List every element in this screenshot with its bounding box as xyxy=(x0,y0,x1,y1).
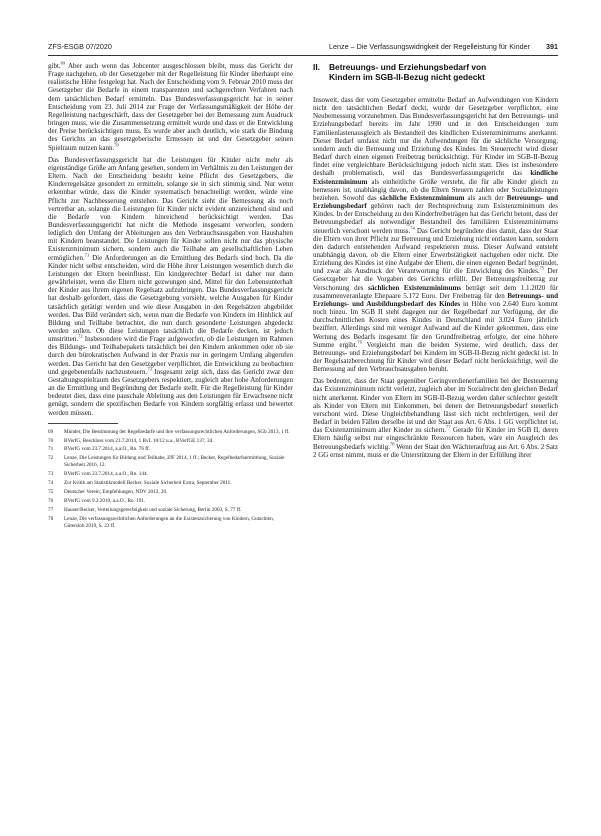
emphasis-text: Betreuungs- und Erziehungs- und Ausbildungsbedarf des Kindes xyxy=(313,291,558,308)
footnote-rule xyxy=(48,423,118,424)
footnote-ref: 70 xyxy=(114,142,119,148)
text-run: Insoweit, dass der vom Gesetzgeber ermittelte Bedarf an Aufwendungen von Kindern nicht den tatsächlichen Bedarf deckt, wurde der Gesetzgeber verpflichtet, eine Neubemessung vorzunehmen. Das Bundesverfassungsgericht hat den Betreuungs- und Erziehungsbedarf bereits im Jahr 1990 und in den Entscheidungen zum Familienlastenausgleich als Bestandteil des kindlichen Existenzminimums anerkannt. Dieser Bedarf umfasst nicht nur die Aufwendungen für die sächliche Versorgung, sondern auch die Betreuung und Erziehung des Kindes. Im Steuerrecht wird dieser Bedarf durch einen eigenen Freibetrag berücksichtigt. Für Kinder im SGB-II-Bezug findet eine vergleichbare Berücksichtigung jedoch nicht statt. Dies ist insbesondere deshalb problematisch, weil das Bundesverfassungsgericht das xyxy=(313,96,558,178)
footnote xyxy=(48,446,293,453)
footnote-number: 69 xyxy=(48,428,54,435)
emphasis-text: kindliche Existenzminimum xyxy=(313,169,558,186)
text-run: Die Anforderungen an die Ermittlung des Bedarfs sind hoch. Da die Kinder nicht selbst entscheiden, wird die Höhe ihrer Leistungen wesentlich durch die Leistungen der Eltern beeinflusst. Ein kindgerechter Bedarf ist daher nur dann gewährleistet, wenn die Eltern nicht gezwungen sind, Mittel für den Lebensunterhalt der Kinder aus ihrem eigenen Regelsatz aufzubringen. Das Bundesverfassungsgericht hat deshalb gefordert, dass die Gesetzgebung vorsieht, welche Ausgaben für Kinder tatsächlich getätigt werden und wie diese Ausgaben in den Regelsätzen abgebildet werden. Das Bild verändert sich, wenn man die Bedarfe von Kindern im Hinblick auf Bildung und Teilhabe betrachtet, die nun durch gesonderte Leistungen abgedeckt werden sollen. Ob diese Leistungen tatsächlich die Bedarfe decken, ist jedoch umstritten. xyxy=(48,253,293,344)
body-paragraph xyxy=(313,96,558,373)
text-run: beträgt seit dem 1.1.2020 für zusammenveranlagte Ehepaare 5.172 Euro. Der Freibetrag für den xyxy=(313,283,558,300)
text-run: Das Gericht begründete dies damit, dass der Staat die Eltern von ihrer Pflicht zur Betreuung und Erziehung nicht entlasten kann, sondern den dadurch entstehenden Aufwand respektieren muss. Dieser Aufwand entsteht unabhängig davon, ob die Eltern einer Erwerbstätigkeit nachgehen oder nicht. Die Erziehung des Kindes ist eine Aufgabe der Eltern, die einen eigenen Bedarf begründet, und zwar als Ausdruck der Verantwortung für die Entwicklung des Kindes. xyxy=(313,226,558,276)
body-paragraph xyxy=(48,62,293,152)
footnote-ref: 78 xyxy=(390,441,395,447)
footnote-text: Münder, Die Bestimmung der Regelbedarfe und ihre verfassungsrechtlichen Anforderungen, SGb 2013, 1 ff. xyxy=(64,428,290,435)
emphasis-text: sächlichen Existenzminimums xyxy=(368,283,462,292)
footnote xyxy=(48,471,293,478)
text-run: Insbesondere wird die Frage aufgeworfen, ob die Leistungen im Rahmen des Bildungs- und Teilhabepakets tatsächlich bei den Kindern ankommen oder ob sie durch den bürokratischen Aufwand in der Praxis nur in geringem Umfang abgerufen werden. Das Gericht hat den Gesetzgeber verpflichtet, die Entwicklung zu beobachten und gegebenenfalls nachzusteuern. xyxy=(48,335,293,376)
text-run: Wenn der Staat den Wächterauftrag aus Art. 6 Abs. 2 Satz 2 GG ernst nimmt, muss er die Unterstützung der Eltern in der Erfüllung ihrer xyxy=(313,442,559,459)
text-run: Aber auch wenn das Jobcenter ausgeschlossen bleibt, muss das Gericht der Frage nachgehen, ob der Gesetzgeber mit der Regelleistung für Kinder überhaupt eine realistische Höhe festgelegt hat. Nach der Entscheidung vom 9. Februar 2010 muss der Gesetzgeber die Bedarfe in einem transparenten und sachgerechten Verfahren nach dem tatsächlichen Bedarf ermitteln. Das Bundesverfassungsgericht hat in seiner Entscheidung vom 23. Juli 2014 zur Frage der Verfassungsmäßigkeit der Höhe der Regelleistung nachgeschärft, dass der Gesetzgeber bei der Bemessung zum Ausdruck bringen muss, wie die Zusammensetzung ermittelt wurde und dass er die Entwicklung der Preise berücksichtigen muss. Es wurde aber auch deutlich, wie stark die Bindung des Gerichts an das gesetzgeberische Ermessen ist und der Gesetzgeber seinen Spielraum nutzen kann. xyxy=(48,62,293,152)
section-heading xyxy=(313,62,558,82)
text-run: als auch der xyxy=(464,193,507,202)
footnote-text: Lenze, Die Leistungen für Bildung und Teilhabe, ZfF 2014, 1 ff.; Becker, Regelbedarfsermittlung, Soziale Sicherheit 2016, 12. xyxy=(64,455,285,469)
footnote-number: 71 xyxy=(48,446,54,453)
text-run: gibt. xyxy=(48,62,61,70)
journal-citation: ZFS-ESGB 07/2020 xyxy=(48,42,112,51)
body-paragraph xyxy=(313,377,558,459)
footnote xyxy=(48,455,293,468)
footnote-number: 78 xyxy=(48,515,54,522)
footnote-number: 74 xyxy=(48,480,54,487)
footnote-ref: 72 xyxy=(78,333,83,339)
footnote-number: 75 xyxy=(48,489,54,496)
text-run: Insgesamt zeigt sich, dass das Gericht zwar den Gestaltungsspielraum des Gesetzgebers respektiert, zugleich aber hohe Anforderungen an die Ermittlung und Begründung der Bedarfe stellt. Für die Regelleistung für Kinder bedeutet dies, dass eine pauschale Ableitung aus den Leistungen für Erwachsene nicht genügt, sondern die spezifischen Bedarfe von Kindern sorgfältig erfasst und bewertet werden müssen. xyxy=(48,367,293,417)
footnote-number: 76 xyxy=(48,498,54,504)
footnote-ref: 69 xyxy=(60,60,66,66)
text-run: Das bedeutet, dass der Staat gegenüber Geringverdienerfamilien bei der Besteuerung das Existenzminimum nicht verletzt, zugleich aber im Sozialrecht den gleichen Bedarf nicht anerkennt. Kinder von Eltern im SGB-II-Bezug werden daher schlechter gestellt als Kinder von Eltern mit Einkommen, bei denen der Betreuungsbedarf steuerlich verschont wird. Diese Ungleichbehandlung lässt sich nicht rechtfertigen, weil der Bedarf in beiden Fällen derselbe ist und der Staat aus Art. 6 Abs. 1 GG verpflichtet ist, das Existenzminimum aller Kinder zu sichern. xyxy=(313,377,558,435)
footnote-text: Deutscher Verein, Empfehlungen, NDV 2013, 20. xyxy=(64,489,168,496)
footnote-text: Hauser/Becker, Verteilungsgerechtigkeit und soziale Sicherung, Berlin 2003, S. 77 ff. xyxy=(64,506,242,513)
emphasis-text: sächliche Existenzminimum xyxy=(379,193,465,202)
emphasis-text: Betreuungs- und Erziehungsbedarf xyxy=(313,193,558,211)
right-column xyxy=(313,62,558,463)
running-header xyxy=(48,42,558,54)
footnote-text: Zur Kritik am Statistikmodell Becker, Soziale Sicherheit Extra, September 2011. xyxy=(64,480,232,487)
running-title: Lenze – Die Verfassungswidrigkeit der Regelleistung für Kinder xyxy=(329,42,530,51)
text-run: Der Gesetzgeber hat die Vorgaben des Gerichts erfüllt. Der Betreuungsfreibetrag zur Verschonung des xyxy=(313,267,558,292)
text-run: Vergleicht man die beiden Systeme, wird deutlich, dass der Betreuungs- und Erziehungsbedarf bei Kindern im SGB-II-Bezug nicht gedeckt ist. In der Regelsatzberechnung für Kinder wird dieser Bedarf nicht berücksichtigt, weil die Bemessung auf den Verbrauchsausgaben beruht. xyxy=(313,340,558,374)
left-column-body xyxy=(48,62,293,417)
footnote-number: 73 xyxy=(48,471,54,478)
footnote-number: 70 xyxy=(48,437,54,444)
page-number: 391 xyxy=(546,42,558,51)
text-run: gehören nach der Rechtsprechung zum Existenzminimum des Kindes. In der Entscheidung zu den Kinderfreibeträgen hat das Gericht betont, dass der Betreuungsbedarf als notwendiger Bestandteil des familiären Existenzminimums steuerlich verschont werden muss. xyxy=(313,202,558,235)
footnote-ref: 74 xyxy=(410,225,415,231)
footnote-ref: 77 xyxy=(446,424,451,430)
text-run: Gerade für Kinder im SGB II, deren Eltern häufig selbst nur eingeschränkte Ressourcen haben, wäre ein Ausgleich des Betreuungsbedarfs wichtig. xyxy=(313,426,558,451)
footnote-text: BVerfG vom 23.7.2014, a.a.O., Rn. 76 ff. xyxy=(64,446,150,453)
text-run: Das Bundesverfassungsgericht hat die Leistungen für Kinder nicht mehr als eigenständige Größe am Anfang gesehen, sondern im Verhältnis zu den Leistungen der Eltern. Nach der Entscheidung besteht keine Pflicht des Gesetzgebers, die Kinderregelsätze gesondert zu ermitteln, solange sie in sich stimmig sind. Nur wenn erkennbar würde, dass die Kinder systematisch benachteiligt werden, würde eine Pflicht zur Nachbesserung entstehen. Das Gericht sieht die Bemessung als noch vertretbar an, solange die Leistungen für Kinder nicht evident unzureichend sind und die Bedarfe von Kindern hinreichend berücksichtigt werden. Das Bundesverfassungsgericht hat nicht die Methode insgesamt verworfen, sondern lediglich den Umfang der Ableitungen aus den Verbrauchsausgaben von Haushalten mit Kindern beanstandet. Die Leistungen für Kinder sollen nicht nur das physische Existenzminimum sichern, sondern auch die Teilhabe am gesellschaftlichen Leben ermöglichen. xyxy=(48,155,293,262)
right-column-body xyxy=(313,96,558,459)
footnote xyxy=(48,480,293,487)
footnote-text: BVerfG vom 9.2.2010, a.a.O., Rn. 191. xyxy=(64,498,146,504)
section-title-line2: Kindern im SGB-II-Bezug nicht gedeckt xyxy=(329,72,485,82)
footnotes xyxy=(48,429,293,530)
text-run: als einheitliche Größe versteht, die für alle Kinder gleich zu bemessen ist, unabhängig davon, ob die Eltern Steuern zahlen oder Sozialleistungen beziehen. Sowohl das xyxy=(313,177,558,202)
footnote xyxy=(48,507,293,514)
section-number: II. xyxy=(313,62,320,72)
left-column xyxy=(48,62,293,532)
header-rule xyxy=(48,55,558,56)
footnote xyxy=(48,438,293,445)
footnote-text: BVerfG, Beschluss vom 23.7.2014, 1 BvL 10/12 u.a., BVerfGE 137, 34. xyxy=(64,437,214,444)
footnote-ref: 73 xyxy=(147,366,152,372)
footnote-ref: 71 xyxy=(84,252,90,258)
footnote xyxy=(48,489,293,496)
section-title-line1: Betreuungs- und Erziehungsbedarf von xyxy=(329,62,487,72)
footnote-text: BVerfG vom 23.7.2014, a.a.O., Rn. 144. xyxy=(64,471,148,478)
footnote-number: 72 xyxy=(48,455,54,462)
footnote xyxy=(48,498,293,505)
footnote xyxy=(48,429,293,436)
body-paragraph xyxy=(48,156,293,417)
text-run: in Höhe von 2.640 Euro kommt noch hinzu. Im SGB II steht dagegen nur der Regelbedarf zur Verfügung, der die durchschnittlichen Kosten eines Kindes in Deutschland mit 3.024 Euro jährlich beziffert. Allerdings sind mit weniger Aufwand auf die Kinder gekommen, dass eine Wertung des Bedarfs insgesamt für den Grundfreibetrag erfolgte, der eine höhere Summe ergibt. xyxy=(313,299,558,349)
footnote-ref: 75 xyxy=(539,265,545,271)
footnote xyxy=(48,516,293,529)
footnote-number: 77 xyxy=(48,506,54,513)
footnote-ref: 76 xyxy=(357,339,362,345)
footnote-text: Lenze, Die verfassungsrechtlichen Anforderungen an die Existenzsicherung von Kindern, Gutachten, Gütersloh 2019, S. 23 ff. xyxy=(64,515,275,529)
